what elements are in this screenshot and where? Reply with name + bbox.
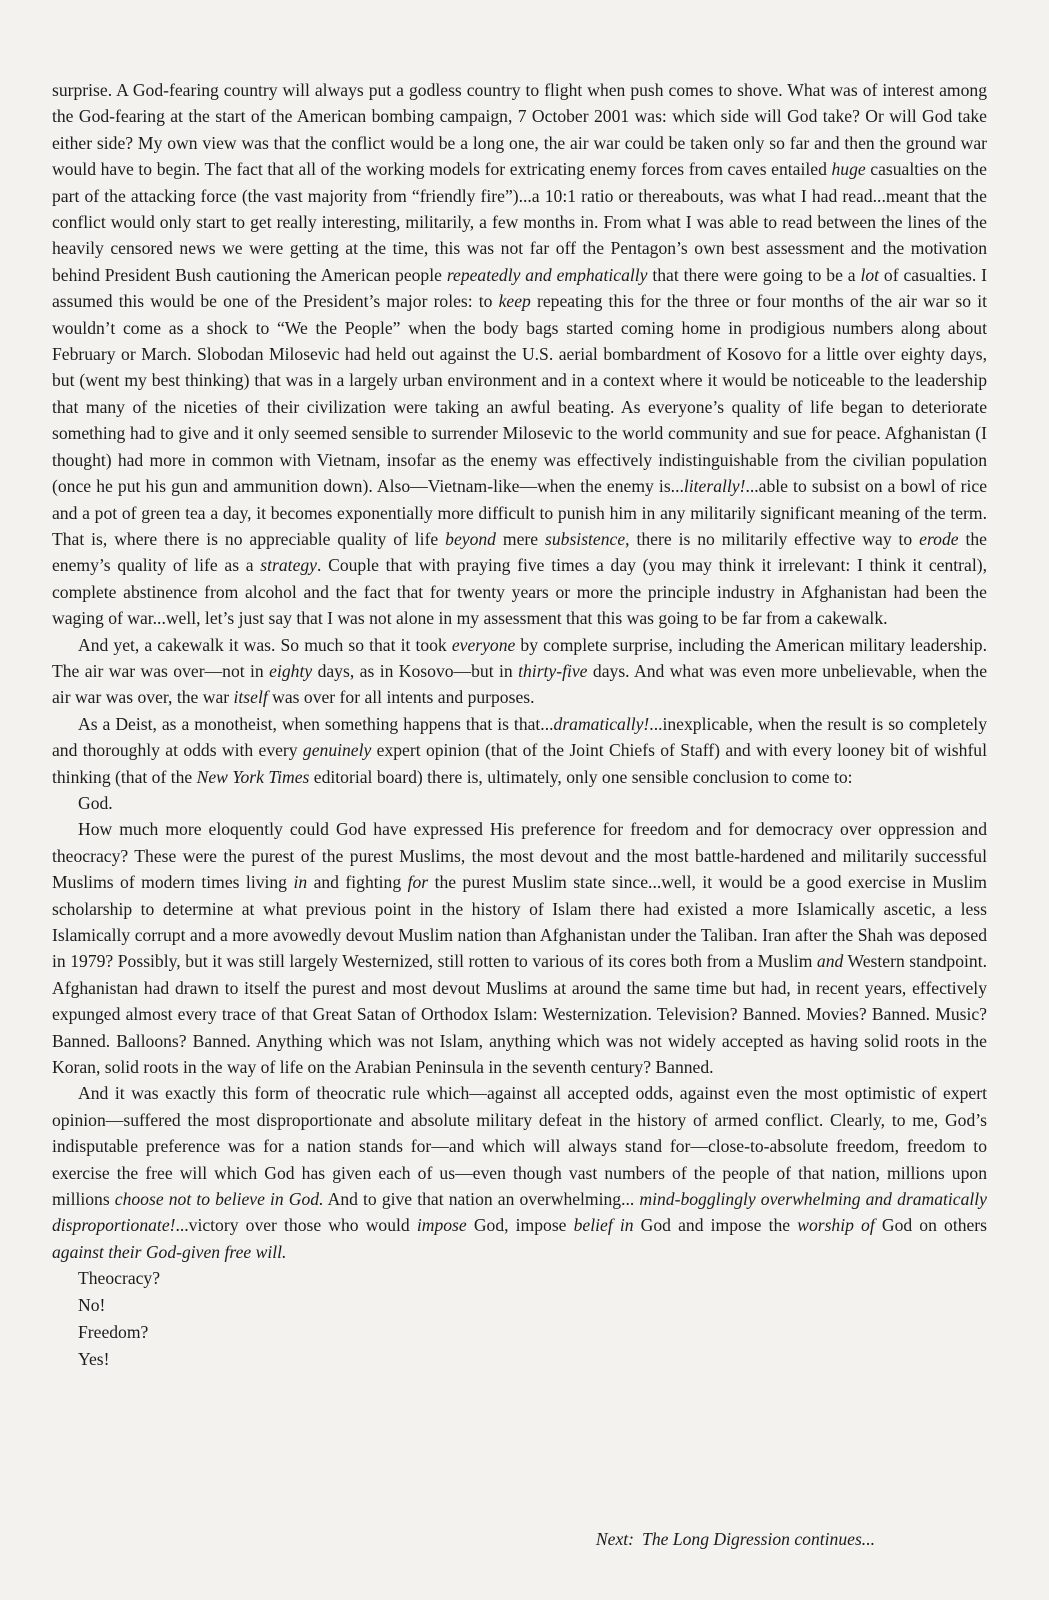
closing-line-freedom: Freedom? [78,1322,149,1343]
next-label: Next: [595,1529,635,1549]
body-paragraph-2: And yet, a cakewalk it was. So much so that it took everyone by complete surprise, including the American military leadership. The air war was over—not in eighty days, as in Kosovo—but in thirty-five days. And what was even more unbelievable, when the air war was over, the war itself was over for all intents and purposes. [52,634,987,708]
body-paragraph-1: surprise. A God-fearing country will always put a godless country to flight when push comes to shove. What was of interest among the God-fearing at the start of the American bombing campaign, 7 October 2001 was: which side will God take? Or will God take either side? My own view was that the conflict would be a long one, the air war could be taken only so far and then the ground war would have to begin. The fact that all of the working models for extricating enemy forces from caves entailed huge casualties on the part of the attacking force (the vast majority from “friendly fire”)...a 10:1 ratio or thereabouts, was what I had read...meant that the conflict would only start to get really interesting, militarily, a few months in. From what I was able to read between the lines of the heavily censored news we were getting at the time, this was not far off the Pentagon’s own best assessment and the motivation behind President Bush cautioning the American people repeatedly and emphatically that there were going to be a lot of casualties. I assumed this would be one of the President’s major roles: to keep repeating this for the three or four months of the air war so it wouldn’t come as a shock to “We the People” when the body bags started coming home in prodigious numbers along about February or March. Slobodan Milosevic had held out against the U.S. aerial bombardment of Kosovo for a little over eighty days, but (went my best thinking) that was in a largely urban environment and in a context where it would be noticeable to the leadership that many of the niceties of their civilization were taking an awful beating. As everyone’s quality of life began to deteriorate something had to give and it only seemed sensible to surrender Milosevic to the world community and sue for peace. Afghanistan (I thought) had more in common with Vietnam, insofar as the enemy was effectively indistinguishable from the civilian population (once he put his gun and ammunition down). Also—Vietnam-like—when the enemy is...literally!...able to subsist on a bowl of rice and a pot of green tea a day, it becomes exponentially more difficult to punish him in any militarily significant meaning of the term. That is, where there is no appreciable quality of life beyond mere subsistence, there is no militarily effective way to erode the enemy’s quality of life as a strategy. Couple that with praying five times a day (you may think it irrelevant: I think it central), complete abstinence from alcohol and the fact that for twenty years or more the principle industry in Afghanistan had been the waging of war...well, let’s just say that I was not alone in my assessment that this was going to be far from a cakewalk. [52,80,988,629]
closing-lines [52,1265,987,1373]
body-paragraph-5: How much more eloquently could God have expressed His preference for freedom and for democracy over oppression and theocracy? These were the purest of the purest Muslims, the most devout and the most battle-hardened and militarily successful Muslims of modern times living in and fighting for the purest Muslim state since...well, it would be a good exercise in Muslim scholarship to determine at what previous point in the history of Islam there had existed a more Islamically ascetic, a less Islamically corrupt and a more avowedly devout Muslim nation than Afghanistan under the Taliban. Iran after the Shah was deposed in 1979? Possibly, but it was still largely Westernized, still rotten to various of its cores both from a Muslim and Western standpoint. Afghanistan had drawn to itself the purest and most devout Muslims at around the same time but had, in recent years, effectively expunged almost every trace of that Great Satan of Orthodox Islam: Westernization. Television? Banned. Movies? Banned. Music? Banned. Balloons? Banned. Anything which was not Islam, anything which was not widely accepted as having solid roots in the Koran, solid roots in the way of life on the Arabian Peninsula in the seventh century? Banned. [52,819,987,1078]
body-paragraph-3: As a Deist, as a monotheist, when something happens that is that...dramatically!...inexplicable, when the result is so completely and thoroughly at odds with every genuinely expert opinion (that of the Joint Chiefs of Staff) and with every looney bit of wishful thinking (that of the New York Times editorial board) there is, ultimately, only one sensible conclusion to come to: [52,713,987,787]
article-body [52,77,987,1373]
body-paragraph-4: God. [78,792,113,813]
next-text: The Long Digression continues... [642,1529,875,1549]
body-paragraph-6: And it was exactly this form of theocratic rule which—against all accepted odds, against even the most optimistic of expert opinion—suffered the most disproportionate and absolute military defeat in the history of armed conflict. Clearly, to me, God’s indisputable preference was for a nation stands for—and which will always stand for—close-to-absolute freedom, freedom to exercise the free will which God has given each of us—even though vast numbers of the people of that nation, millions upon millions choose not to believe in God. And to give that nation an overwhelming... mind-bogglingly overwhelming and dramatically disproportionate!...victory over those who would impose God, impose belief in God and impose the worship of God on others against their God-given free will. [52,1083,988,1262]
closing-line-no: No! [78,1295,106,1316]
closing-line-yes: Yes! [78,1349,110,1369]
next-issue-teaser [596,1529,875,1550]
closing-line-theocracy: Theocracy? [78,1268,161,1289]
